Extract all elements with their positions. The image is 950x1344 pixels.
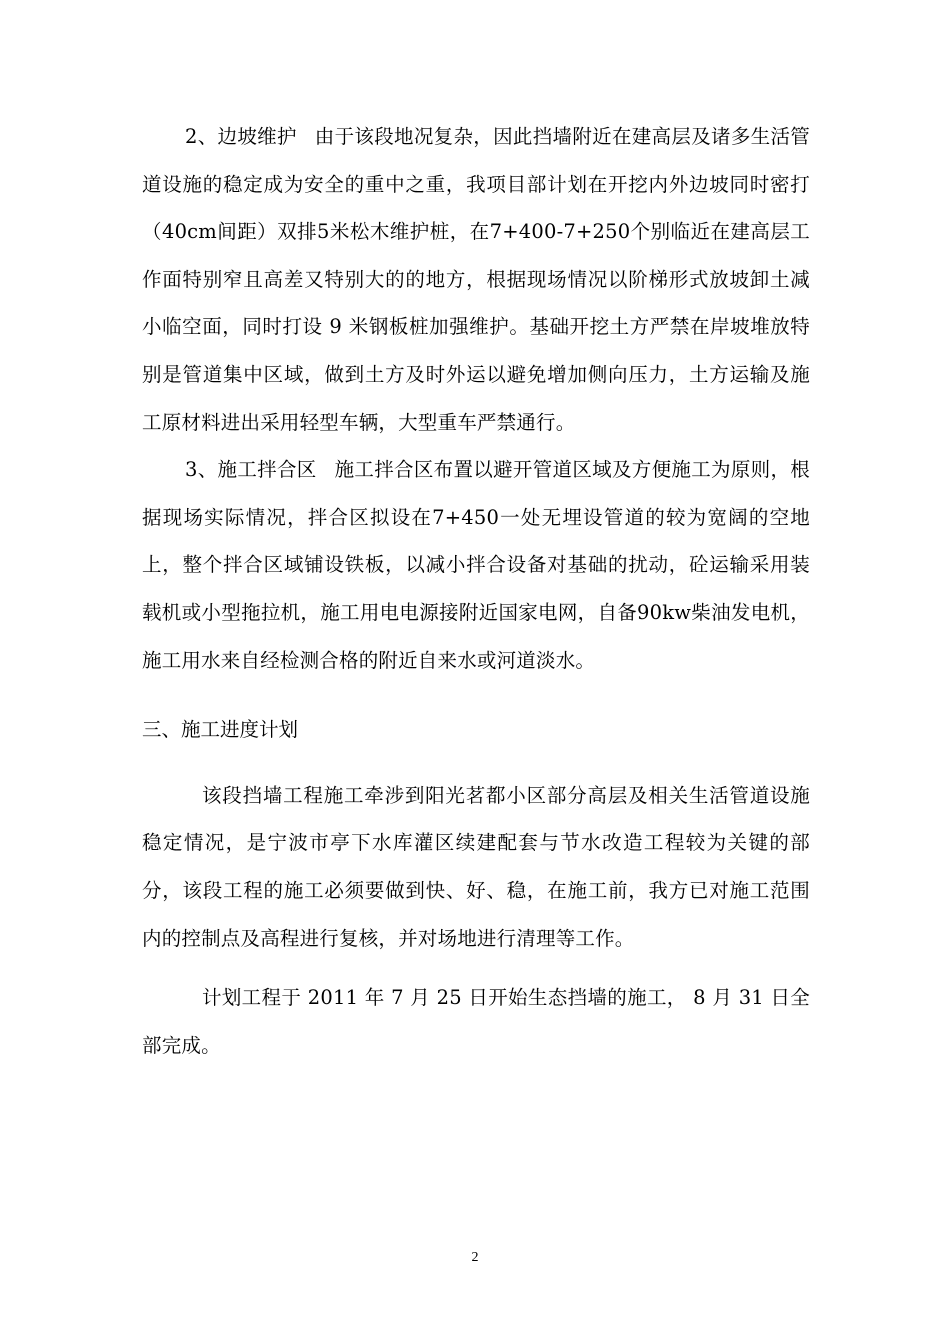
page-number: 2 [471,1250,479,1265]
paragraph-text: 由于该段地况复杂，因此挡墙附近在建高层及诸多生活管道设施的稳定成为安全的重中之重，我项目部计划在开挖内外边坡同时密打（40cm间距）双排5米松木维护桩，在7+400-7+250个别临近在建高层工作面特别窄且高差又特别大的的地方，根据现场情况以阶梯形式放坡卸土减小临空面，同时打设 9 米钢板桩加强维护。基础开挖土方严禁在岸坡堆放特别是管道集中区域，做到土方及时外运以避免增加侧向压力，土方运输及施工原材料进出采用轻型车辆，大型重车严禁通行。 [142,125,810,434]
paragraph-text: 施工拌合区布置以避开管道区域及方便施工为原则，根据现场实际情况，拌合区拟设在7+450一处无埋设管道的较为宽阔的空地上，整个拌合区域铺设铁板，以减小拌合设备对基础的扰动，砼运输采用装载机或小型拖拉机，施工用电电源接附近国家电网，自备90kw柴油发电机，施工用水来自经检测合格的附近自来水或河道淡水。 [142,458,810,672]
paragraph-label: 2、边坡维护 [185,125,297,148]
paragraph-mixing-area [142,446,810,684]
paragraph-schedule-overview: 该段挡墙工程施工牵涉到阳光茗都小区部分高层及相关生活管道设施稳定情况，是宁波市亭下水库灌区续建配套与节水改造工程较为关键的部分，该段工程的施工必须要做到快、好、稳，在施工前，我方已对施工范围内的控制点及高程进行复核，并对场地进行清理等工作。 [142,783,810,950]
document-body [142,113,810,1069]
paragraph-slope-maintenance [142,113,810,446]
paragraph-label: 3、施工拌合区 [185,458,317,482]
paragraph-schedule-dates: 计划工程于 2011 年 7 月 25 日开始生态挡墙的施工， 8 月 31 日全部完成。 [142,986,810,1057]
section-heading-schedule: 三、施工进度计划 [142,718,299,742]
